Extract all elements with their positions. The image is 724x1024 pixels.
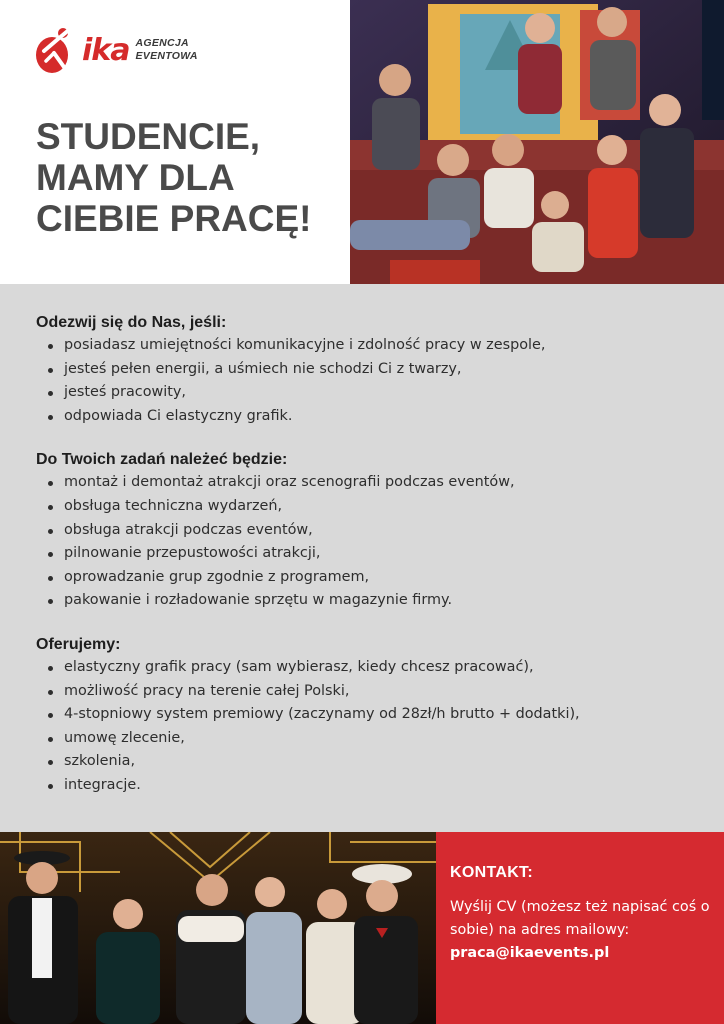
headline bbox=[36, 116, 336, 239]
logo bbox=[34, 22, 198, 78]
logo-subtitle-line2: EVENTOWA bbox=[135, 50, 198, 62]
list-item: pilnowanie przepustowości atrakcji, bbox=[36, 542, 688, 566]
section-title: Odezwij się do Nas, jeśli: bbox=[36, 314, 227, 331]
headline-line3: CIEBIE PRACĘ! bbox=[36, 198, 312, 239]
contact-text: Wyślij CV (możesz też napisać coś o sobie) na adres mailowy: bbox=[450, 899, 710, 938]
contact-email-link[interactable]: praca@ikaevents.pl bbox=[450, 945, 610, 961]
logo-subtitle bbox=[135, 37, 197, 63]
list-item: odpowiada Ci elastyczny grafik. bbox=[36, 405, 688, 429]
list-item: obsługa atrakcji podczas eventów, bbox=[36, 519, 688, 543]
section-offer bbox=[36, 634, 688, 798]
headline-line2: MAMY DLA bbox=[36, 157, 235, 198]
bullet-list bbox=[36, 334, 688, 428]
list-item: 4-stopniowy system premiowy (zaczynamy od 28zł/h brutto + dodatki), bbox=[36, 703, 688, 727]
list-item: posiadasz umiejętności komunikacyjne i zdolność pracy w zespole, bbox=[36, 334, 688, 358]
section-title: Do Twoich zadań należeć będzie: bbox=[36, 451, 288, 469]
bullet-list bbox=[36, 656, 688, 798]
headline-line1: STUDENCIE, bbox=[36, 116, 261, 157]
bullet-list bbox=[36, 471, 688, 613]
team-photo-top bbox=[350, 0, 724, 284]
team-photo-illustration bbox=[350, 0, 724, 284]
list-item: oprowadzanie grup zgodnie z programem, bbox=[36, 566, 688, 590]
list-item: jesteś pracowity, bbox=[36, 381, 688, 405]
list-item: jesteś pełen energii, a uśmiech nie schodzi Ci z twarzy, bbox=[36, 358, 688, 382]
list-item: obsługa techniczna wydarzeń, bbox=[36, 495, 688, 519]
section-duties bbox=[36, 449, 688, 613]
section-title: Oferujemy: bbox=[36, 635, 121, 653]
list-item: umowę zlecenie, bbox=[36, 727, 688, 751]
header bbox=[0, 0, 724, 284]
list-item: szkolenia, bbox=[36, 750, 688, 774]
list-item: elastyczny grafik pracy (sam wybierasz, kiedy chcesz pracować), bbox=[36, 656, 688, 680]
logo-wordmark: ika bbox=[82, 32, 130, 68]
logo-subtitle-line1: AGENCJA bbox=[135, 37, 189, 49]
list-item: integracje. bbox=[36, 774, 688, 798]
section-requirements bbox=[36, 312, 688, 428]
contact-title: KONTAKT: bbox=[450, 864, 533, 881]
list-item: montaż i demontaż atrakcji oraz scenografii podczas eventów, bbox=[36, 471, 688, 495]
list-item: pakowanie i rozładowanie sprzętu w magazynie firmy. bbox=[36, 589, 688, 613]
content-panel bbox=[0, 284, 724, 832]
list-item: możliwość pracy na terenie całej Polski, bbox=[36, 680, 688, 704]
logo-figure-icon bbox=[34, 23, 78, 77]
gatsby-photo-illustration bbox=[0, 832, 436, 1024]
contact-box bbox=[436, 832, 724, 1024]
team-photo-bottom bbox=[0, 832, 436, 1024]
